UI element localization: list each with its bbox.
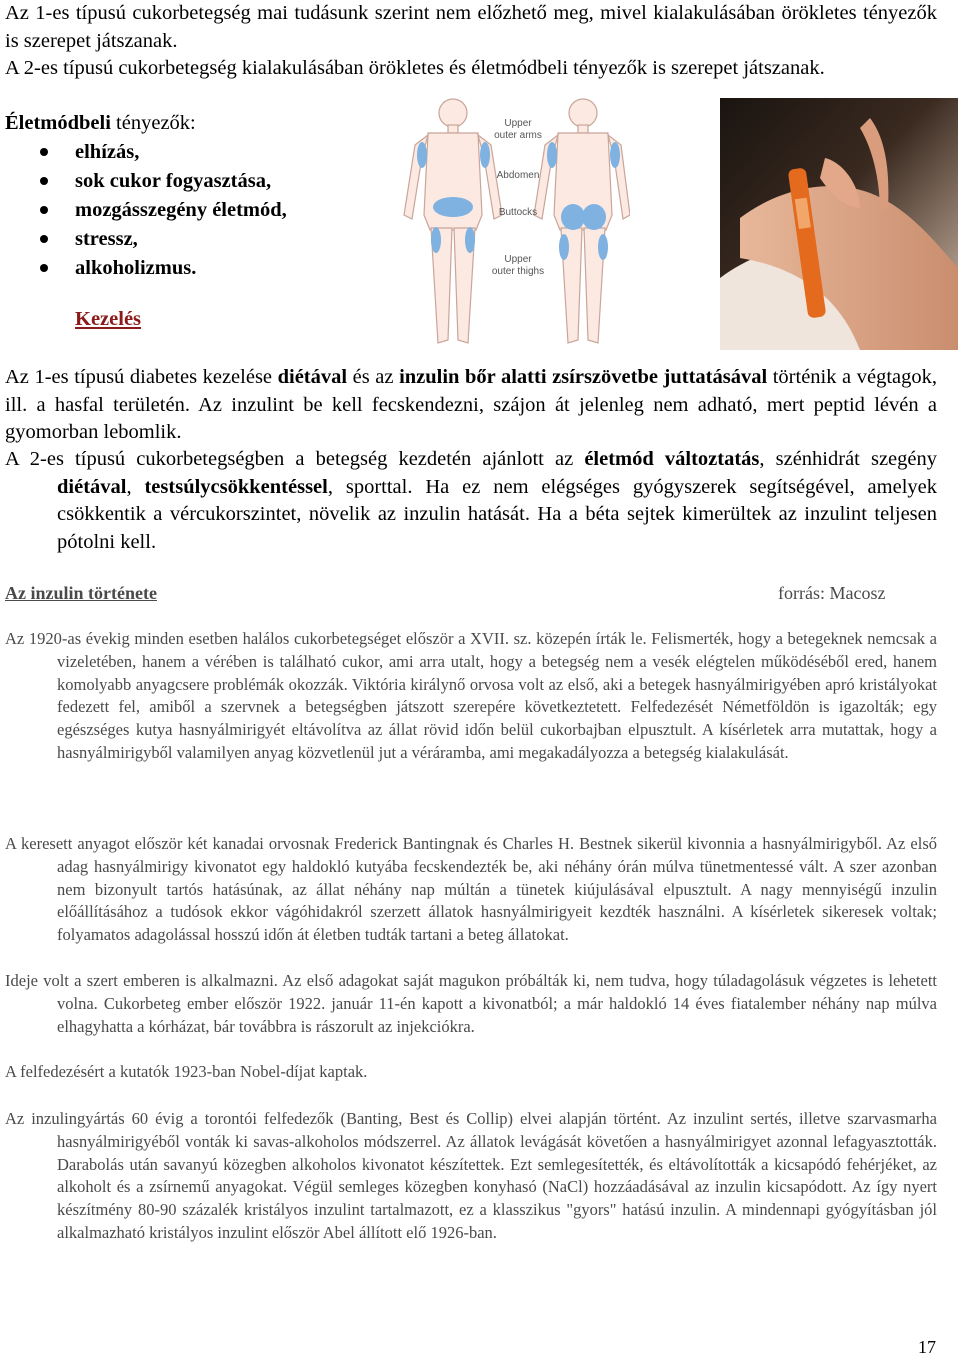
text-run: A 2-es típusú cukorbetegségben a betegség kezdetén ajánlott az <box>5 448 585 470</box>
front-right-thigh-site <box>465 227 475 253</box>
bold-diet: diétával <box>57 475 127 498</box>
history-paragraph-1: Az 1920-as évekig minden esetben halálos cukorbetegséget először a XVII. sz. közepén írták le. Felismerték, hogy a betegeknek nemcsak a vizeletében, hanem a vérében is található cukor, ami arra utalt, hogy a betegség nem a vesék elégtelen működéséből ered, hanem komolyabb anyagcsere problémák okozzák. Viktória királynő orvosa volt az első, aki a betegek hasnyálmirigyében apró kristályokat fedezett fel, amiből a szervnek a betegségben játszott szerepére következtetett. Felfedezését Németföldön is igazolták; egy egészséges kutya hasnyálmirigyét eltávolítva az állat rövid időn belül cukorbajban elpusztult. A kísérletek arra mutattak, hogy a hasnyálmirigyből valamilyen anyag közvetlenül jut a véráramba, ami megakadályozza a betegség kialakulását. <box>5 629 937 762</box>
label-upper-arms-1: Upper <box>504 118 532 129</box>
text-run: , <box>126 475 145 498</box>
lifestyle-heading <box>5 110 405 138</box>
injection-sites-diagram <box>398 95 630 350</box>
label-upper-thighs-1: Upper <box>504 254 532 265</box>
page-number: 17 <box>918 1337 936 1357</box>
intro-paragraph-1: Az 1-es típusú cukorbetegség mai tudásunk szerint nem előzhető meg, mivel kialakulásában örökletes tényezők is szerepet játszanak. <box>5 2 937 52</box>
body-front-figure <box>404 99 502 343</box>
history-title: Az inzulin története <box>5 583 157 603</box>
history-source: forrás: Macosz <box>778 583 886 603</box>
history-paragraph-3: Ideje volt a szert emberen is alkalmazni. Az első adagokat saját magukon próbálták ki, nem tudva, hogy túladagolásuk végzetes is lehetett volna. Cukorbeteg ember először 1922. január 11-én kapott a kivonatból; a már haldokló 14 éves fiatalember néhány nap múlva elhagyhatta a kórházat, bár továbbra is rászorult az injekciókra. <box>5 971 937 1036</box>
list-item: alkoholizmus. <box>40 254 287 283</box>
label-upper-thighs-2: outer thighs <box>491 266 545 277</box>
text-run: , szénhidrát szegény <box>759 448 938 470</box>
text-run: történik a végtagok, ill. a hasfal területén. Az inzulint be kell fecskendezni, szájon át jelenleg nem adható, mert peptid lévén a gyomorban lebomlik. <box>5 366 937 443</box>
front-left-arm-site <box>417 142 427 168</box>
treatment-heading: Kezelés <box>75 308 142 330</box>
abdomen-site <box>433 197 473 217</box>
back-right-thigh-site <box>598 234 608 260</box>
treatment-paragraph-2 <box>5 446 937 556</box>
front-right-arm-site <box>480 142 490 168</box>
label-upper-arms-2: outer arms <box>494 130 542 141</box>
lifestyle-factor-list <box>40 138 287 283</box>
text-run: Az 1-es típusú diabetes kezelése <box>5 366 278 388</box>
bold-lifestyle-change: életmód változtatás <box>584 448 760 470</box>
bold-insulin: inzulin bőr alatti zsírszövetbe juttatásával <box>399 366 768 388</box>
left-buttock-site <box>561 204 585 230</box>
text-run: és az <box>347 366 400 388</box>
list-item: mozgásszegény életmód, <box>40 196 287 225</box>
insulin-pen-photo <box>720 98 958 350</box>
right-buttock-site <box>582 204 606 230</box>
lifestyle-heading-rest: tényezők: <box>110 112 196 134</box>
list-item: stressz, <box>40 225 287 254</box>
history-paragraph-2: A keresett anyagot először két kanadai orvosnak Frederick Bantingnak és Charles H. Bestnek sikerül kivonnia a hasnyálmirigyből. Az első adag hasnyálmirigy kivonatot egy haldokló kutyába fecskendezték be, aki néhány órán múlva tünetmentessé vált. A szer azonban nem bizonyult tartós hatásúnak, az állat néhány nap múltán a tünetek kiújulásával elpusztult. A nagy mennyiségű inzulin előállításához a tudósok ekkor vágóhidakról szerzett állatok hasnyálmirigyeit kezdték használni. A kísérletek sikeresek voltak; folyamatos adagolással hosszú időn át életben tudták tartani a beteg állatokat. <box>5 834 937 945</box>
bold-weight-loss: testsúlycsökkentéssel <box>144 475 328 498</box>
label-abdomen: Abdomen <box>496 170 540 181</box>
back-left-arm-site <box>547 142 557 168</box>
text-run: , sporttal. Ha ez nem elégséges gyógyszerek segítségével, amelyek csökkentik a vércukorszintet, növelik az inzulin hatását. Ha a béta sejtek kimerültek az inzulint teljesen pótolni kell. <box>57 475 937 553</box>
label-buttocks: Buttocks <box>498 207 538 218</box>
intro-paragraph-2: A 2-es típusú cukorbetegség kialakulásában örökletes és életmódbeli tényezők is szerepet játszanak. <box>5 57 825 79</box>
back-right-arm-site <box>610 142 620 168</box>
treatment-paragraph-1 <box>5 364 937 447</box>
lifestyle-heading-bold: Életmódbeli <box>5 112 111 134</box>
history-paragraph-4: A felfedezésért a kutatók 1923-ban Nobel-díjat kaptak. <box>5 1062 368 1081</box>
bold-diet: diétával <box>277 366 348 388</box>
front-left-thigh-site <box>431 227 441 253</box>
list-item: elhízás, <box>40 138 287 167</box>
list-item: sok cukor fogyasztása, <box>40 167 287 196</box>
back-left-thigh-site <box>559 234 569 260</box>
history-paragraph-5: Az inzulingyártás 60 évig a torontói felfedezők (Banting, Best és Collip) elvei alapján történt. Az inzulint sertés, illetve szarvasmarha hasnyálmirigyéből vonták ki savas-alkoholos módszerrel. Az állatok levágását követően a hasnyálmirigyet azonnal lefagyasztották. Darabolás után savanyú közegben alkoholos kivonatot készítettek. Ezt semlegesítették, és eltávolították a kicsapódó fehérjéket, az alkoholt és a zsírnemű anyagokat. Végül semleges közegben konyhasó (NaCl) hozzáadásával az inzulin kicsapódott. Az így nyert készítmény 80-90 százalék kristályos inzulint tartalmazott, ez a klasszikus "gyors" hatású inzulin. A mindennapi gyógyításban jól alkalmazható kristályos inzulint először Abel állított elő 1926-ban. <box>5 1109 937 1242</box>
